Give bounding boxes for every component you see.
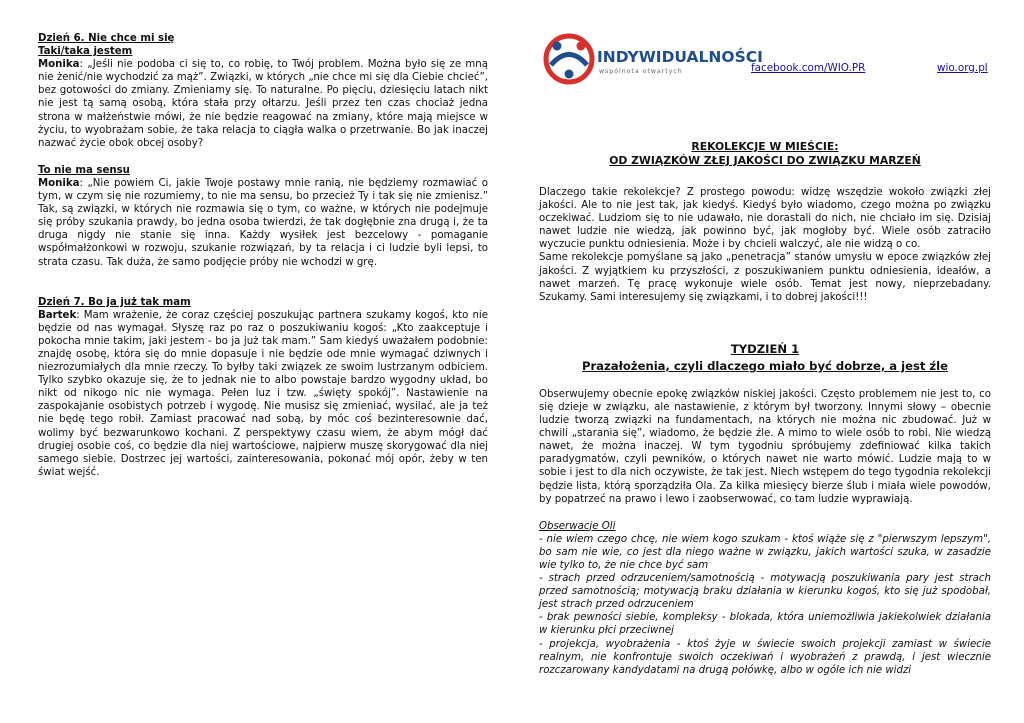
speaker-name: Bartek <box>38 309 77 321</box>
intro-paragraph-1: Dlaczego takie rekolekcje? Z prostego powodu: widzę wszędzie wokoło związki złej jakości. Ale to nie jest tak, jak kiedyś. Kiedyś było wiadomo, czego można po związku oczekiwać. Ludziom się to nie udawało, nie dorastali do nich, nie chciało im się. Dzisiaj nawet ludzie nie wiedzą, jak powinno być, jak mogłoby być. Wiele osób zatraciło wyczucie punktu odniesienia. Może i by chcieli walczyć, ale nie widzą o co. <box>539 187 991 251</box>
observations-title: Obserwacje Oli <box>539 520 616 532</box>
intro-paragraph-2: Same rekolekcje pomyślane są jako „penetracja” stanów umysłu w epoce związków złej jakości. Z wyjątkiem ku przyszłości, z poszukiwaniem punktu odniesienia, ideałów, a nawet marzeń. Tę pracę wykonuje wiele osób. Temat jest nowy, nieprzebadany. Szukamy. Sami interesujemy się związkami, i to dobrej jakości!!! <box>539 252 991 303</box>
people-icon <box>546 36 592 82</box>
day6-paragraph-1 <box>38 58 488 150</box>
day7-heading: Dzień 7. Bo ja już tak mam <box>38 296 191 308</box>
facebook-link[interactable]: facebook.com/WIO.PR <box>751 62 866 74</box>
paragraph-text: : „Nie powiem Ci, jakie Twoje postawy mnie ranią, nie będziemy rozmawiać o tym, w czym się nie rozumiemy, to nie ma sensu, bo przecież Ty i tak się nie zmienisz.” Tak, są związki, w których nie rozmawia się o tym, co ważne, w których nie podejmuje się próby szukania prawdy, bo jedna osoba twierdzi, że tak dogłębnie zna drugą i, że ta druga nigdy nie stanie się inna. Każdy wysiłek jest bezcelowy - pomaganie współmałżonkowi w rozwoju, szukanie rozwiązań, by ta relacja i ci ludzie byli lepsi, to strata czasu. Tak duża, że samo podjęcie próby nie wchodzi w grę. <box>38 177 488 268</box>
day7-paragraph <box>38 309 488 479</box>
logo-text: INDYWIDUALNOŚCI <box>597 48 763 66</box>
observation-item: - strach przed odrzuceniem/samotnością - motywacją poszukiwania pary jest strach przed samotnością; motywacją braku działania w kierunku kogoś, kto się już spodobał, jest strach przed odrzuceniem <box>539 573 991 611</box>
observation-item: - brak pewności siebie, kompleksy - blokada, która uniemożliwia jakiekolwiek działania w kierunku płci przeciwnej <box>539 612 991 637</box>
day6-heading: Dzień 6. Nie chce mi się <box>38 33 175 44</box>
right-column <box>539 32 991 677</box>
left-column <box>38 32 488 479</box>
day6-subheading-2: To nie ma sensu <box>38 164 130 176</box>
speaker-name: Monika <box>38 59 80 71</box>
week-label: TYDZIEŃ 1 <box>730 341 800 356</box>
header <box>539 32 991 88</box>
week-subtitle: Prazałożenia, czyli dlaczego miało być dobrze, a jest źle <box>581 358 949 373</box>
main-title-line-1: REKOLEKCJE W MIEŚCIE: <box>691 140 839 153</box>
paragraph-text: : „Jeśli nie podoba ci się to, co robię, to Twój problem. Można było się ze mną nie żenić/nie wychodzić za mąż”. Związki, w których „nie chce mi się dla Ciebie chcieć”, bez gotowości do zmiany. Zmieniamy się. To naturalne. Po pięciu, dziesięciu latach nikt nie jest tą samą osobą, która stała przy ołtarzu. Jeśli przez ten czas chociaż jedna strona w małżeństwie mówi, że nie będzie reagować na zmiany, które mają miejsce w życiu, to wyobrażam sobie, że taka relacja to ciągła walka o przetrwanie. Bo jak inaczej nazwać życie obok obcej osoby? <box>38 59 488 149</box>
day6-subheading-1: Taki/taka jestem <box>38 46 133 58</box>
paragraph-text: : Mam wrażenie, że coraz częściej poszukując partnera szukamy kogoś, kto nie będzie od nas wymagał. Słyszę raz po raz o poszukiwaniu kogoś: „Kto zaakceptuje i pokocha mnie takim, jaki jestem - bo ja już tak mam.” Sam kiedyś uważałem podobnie: znajdę osobę, która się do mnie dopasuje i nie będzie ode mnie wymagać dziwnych i niezrozumiałych dla mnie rzeczy. To byłby taki związek ze swoim lustrzanym odbiciem. Tylko szybko okazuje się, że to jednak nie to albo powstaje bardzo wygodny układ, bo nikt od nikogo nic nie wymaga. Pełen luz i tzw. „święty spokój”. Nastawienie na zaspokajanie osobistych potrzeb i wygodę. Nie musisz się zmieniać, wysilać, ale ja też nie będę tego robił. Zamiast pracować nad sobą, by móc coś bezinteresownie dać, wolimy być bezwarunkowo kochani. Z perspektywy czasu wiem, że abym mógł dać drugiej osobie coś, co będzie dla niej wartościowe, najpierw muszę skorygować dla niej samego siebie. Dostrzec jej wartości, zainteresowania, pokonać mój opór, żeby w ten świat wejść. <box>38 309 488 478</box>
main-title-line-2: OD ZWIĄZKÓW ZŁEJ JAKOŚCI DO ZWIĄZKU MARZEŃ <box>609 154 921 167</box>
week-paragraph: Obserwujemy obecnie epokę związków niskiej jakości. Często problemem nie jest to, co się dzieje w związku, ale nastawienie, z którym był tworzony. Innymi słowy – obecnie ludzie tworzą związki na fundamentach, na których nie można nic zbudować. Już w chwili „starania się”, wiadomo, że będzie źle. A mimo to wiele osób to robi. Nie wiedzą nawet, że można inaczej. W tym tygodniu spróbujemy zdefiniować kilka takich paradygmatów, czyli pewników, o których nawet nie warto mówić. Ludzie mają to w sobie i jest to dla nich oczywiste, że tak jest. Niech wstępem do tego tygodnia rekolekcji będzie lista, którą sporządziła Ola. Za kilka miesięcy bierze ślub i miała wiele powodów, by popatrzeć na prawo i lewo i zaobserwować, co tam ludzie wyprawiają. <box>539 388 991 505</box>
logo-subtext: wspólnota otwartych <box>599 68 683 75</box>
website-link[interactable]: wio.org.pl <box>937 62 988 74</box>
speaker-name: Monika <box>38 177 80 189</box>
wio-logo <box>543 32 763 86</box>
observation-item: - nie wiem czego chcę, nie wiem kogo szukam - ktoś wiąże się z "pierwszym lepszym", bo sam nie wie, co jest dla niego ważne w związku, jakich wartości szuka, w zasadzie wie tylko to, że nie chce być sam <box>539 533 991 571</box>
day6-paragraph-2 <box>38 177 488 269</box>
observation-item: - projekcja, wyobrażenia - ktoś żyje w świecie swoich projekcji zamiast w świecie realnym, nie konfrontuje swoich oczekiwań i wyobrażeń z prawdą, i jest wiecznie rozczarowany kandydatami na drugą połówkę, albo w ogóle ich nie widzi <box>539 638 991 676</box>
